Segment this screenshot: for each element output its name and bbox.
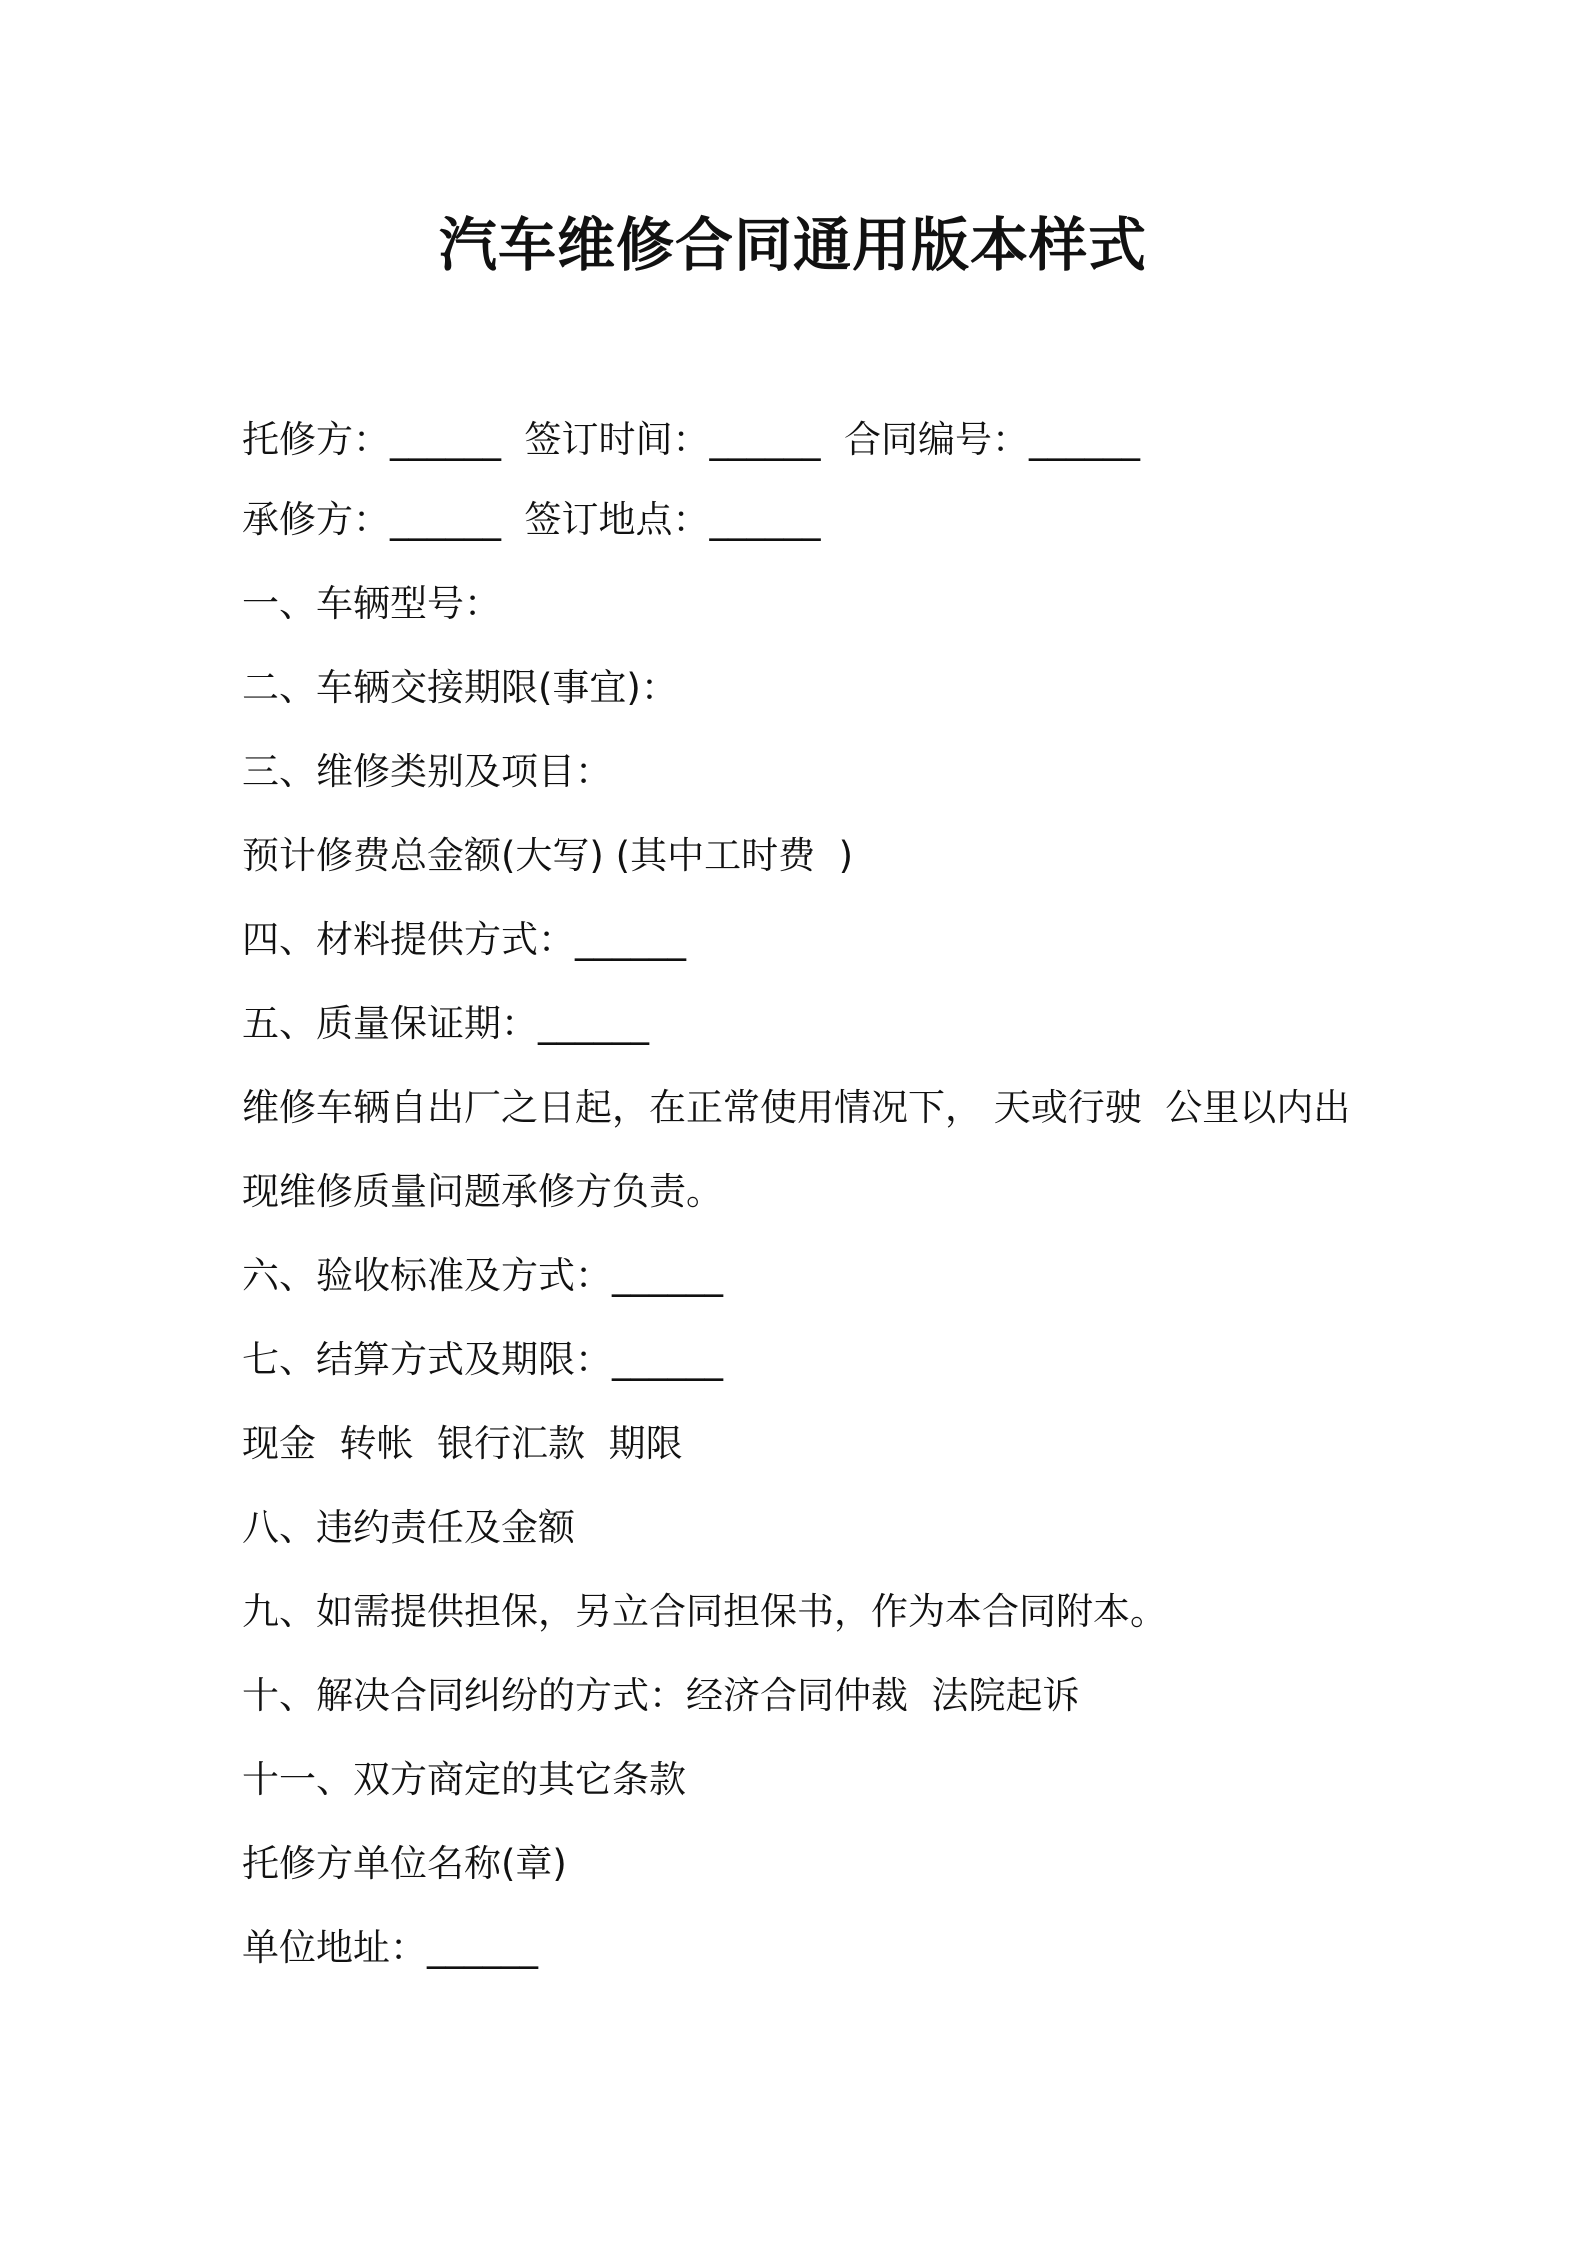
clause-acceptance-standard: 六、验收标准及方式：______ — [242, 1254, 723, 1297]
document-title: 汽车维修合同通用版本样式 — [438, 211, 1147, 279]
payment-options: 现金 转帐 银行汇款 期限 — [242, 1422, 683, 1465]
clause-settlement-method: 七、结算方式及期限：______ — [242, 1338, 723, 1381]
warranty-text-line-2: 现维修质量问题承修方负责。 — [242, 1170, 723, 1213]
warranty-text-line-1: 维修车辆自出厂之日起，在正常使用情况下， 天或行驶 公里以内出 — [242, 1086, 1351, 1129]
estimated-total-cost: 预计修费总金额(大写) (其中工时费 ) — [242, 834, 854, 877]
clause-dispute-resolution: 十、解决合同纠纷的方式：经济合同仲裁 法院起诉 — [242, 1674, 1080, 1717]
party-client-line: 托修方：______ 签订时间：______ 合同编号：______ — [242, 418, 1141, 461]
clause-vehicle-model: 一、车辆型号： — [242, 582, 501, 625]
clause-repair-category: 三、维修类别及项目： — [242, 750, 612, 793]
clause-material-supply: 四、材料提供方式：______ — [242, 918, 686, 961]
clause-other-terms: 十一、双方商定的其它条款 — [242, 1758, 686, 1801]
clause-handover-period: 二、车辆交接期限(事宜)： — [242, 666, 678, 709]
party-repairer-line: 承修方：______ 签订地点：______ — [242, 498, 821, 541]
client-unit-name: 托修方单位名称(章) — [242, 1842, 567, 1885]
unit-address: 单位地址：______ — [242, 1926, 538, 1969]
clause-liability: 八、违约责任及金额 — [242, 1506, 575, 1549]
clause-guarantee: 九、如需提供担保，另立合同担保书，作为本合同附本。 — [242, 1590, 1167, 1633]
clause-warranty-period: 五、质量保证期：______ — [242, 1002, 649, 1045]
